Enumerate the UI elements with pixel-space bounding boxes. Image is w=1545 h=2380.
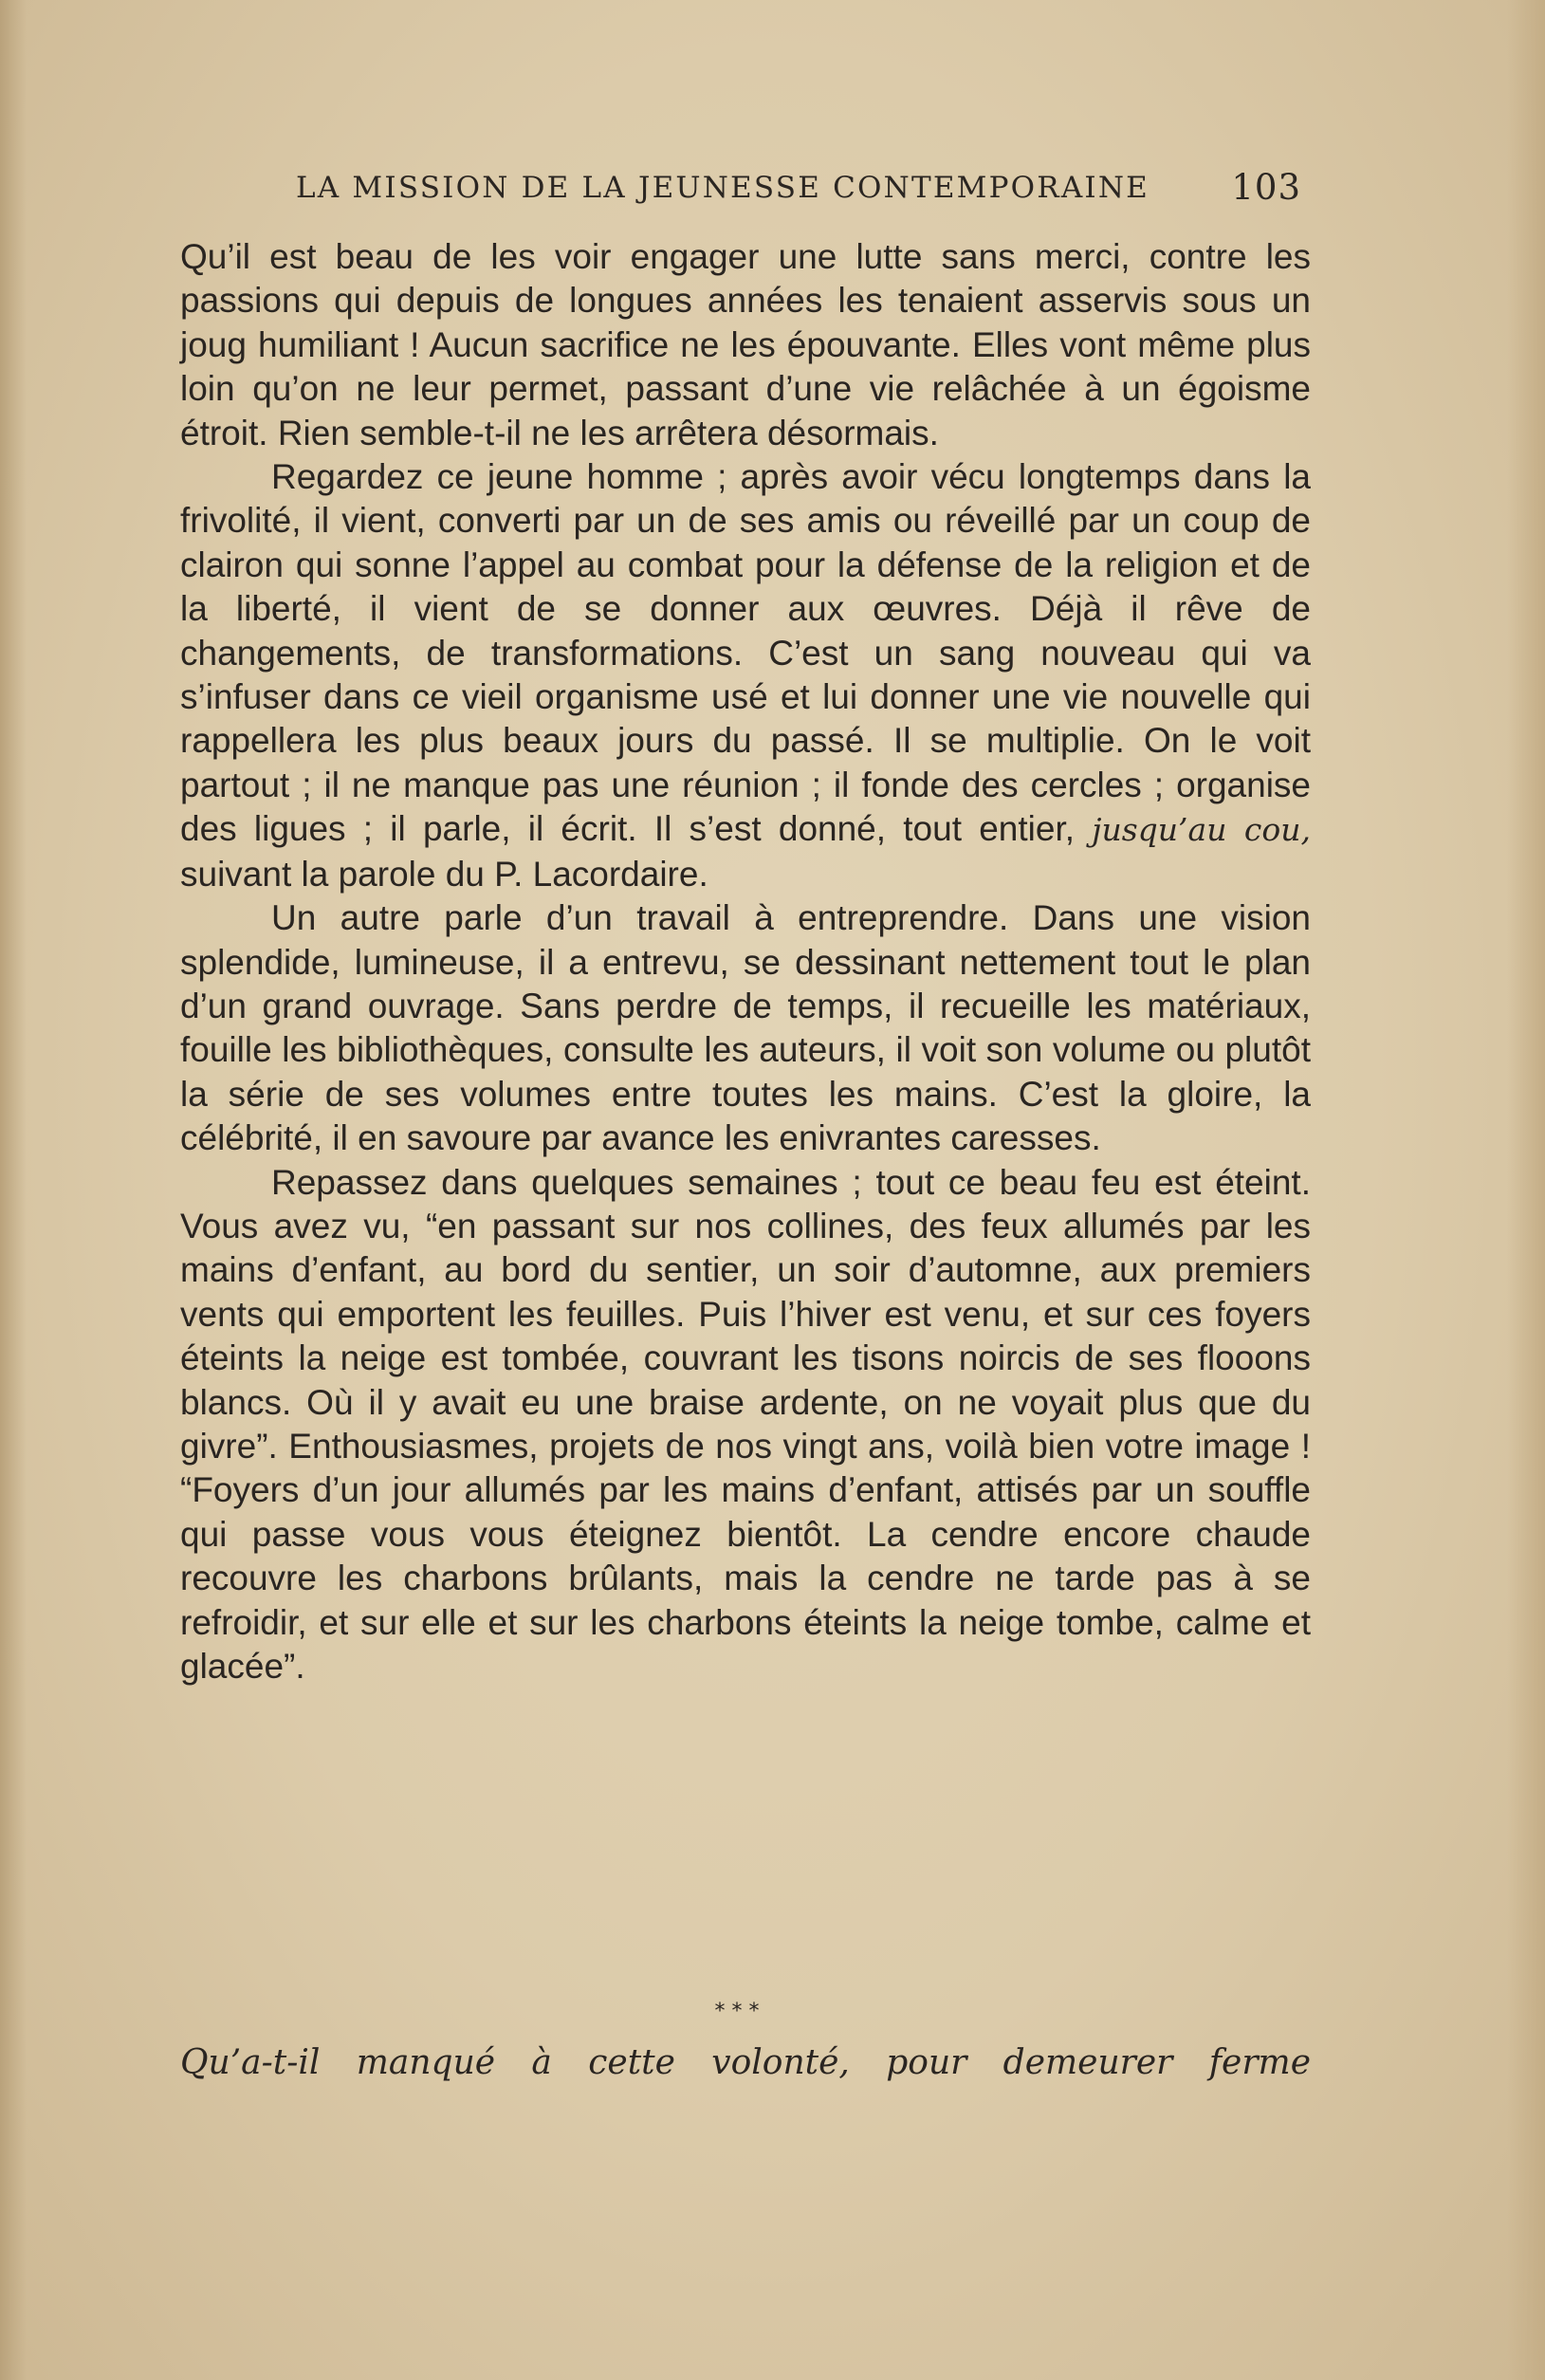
paragraph-2	[180, 455, 1311, 896]
page-gutter-shadow	[0, 0, 27, 2380]
paragraph-2-end: suivant la parole du P. Lacordaire.	[180, 854, 708, 894]
running-head	[296, 163, 1301, 211]
section-separator: * * *	[714, 2000, 760, 2023]
paragraph-4: Repassez dans quelques semaines ; tout ce beau feu est éteint. Vous avez vu, “en passant sur nos collines, des feux allumés par les mains d’enfant, au bord du sentier, un soir d’automne, aux premiers vents qui emportent les feuilles. Puis l’hiver est venu, et sur ces foyers éteints la neige est tombée, couvrant les tisons noircis de ses flooons blancs. Où il y avait eu une braise ardente, on ne voyait plus que du givre”. Enthousiasmes, projets de nos vingt ans, voilà bien votre image ! “Foyers d’un jour allumés par les mains d’enfant, attisés par un souffle qui passe vous vous éteignez bientôt. La cendre encore chaude recouvre les charbons brûlants, mais la cendre ne tarde pas à se refroidir, et sur elle et sur les charbons éteints la neige tombe, calme et glacée”.	[180, 1162, 1311, 1686]
paragraph-2-text: Regardez ce jeune homme ; après avoir vécu longtemps dans la frivolité, il vient, converti par un de ses amis ou réveillé par un coup de clairon qui sonne l’appel au combat pour la défense de la religion et de la liberté, il vient de se donner aux œuvres. Déjà il rêve de changements, de transformations. C’est un sang nouveau qui va s’infuser dans ce vieil organisme usé et lui donner une vie nouvelle qui rappellera les plus beaux jours du passé. Il se multiplie. On le voit partout ; il ne manque pas une réunion ; il fonde des cercles ; organise des ligues ; il parle, il écrit. Il s’est donné, tout entier,	[180, 457, 1311, 849]
running-title: LA MISSION DE LA JEUNESSE CONTEMPORAINE	[296, 171, 1150, 205]
paragraph-3: Un autre parle d’un travail à entreprendre. Dans une vision splendide, lumineuse, il a entrevu, se dessinant nettement tout le plan d’un grand ouvrage. Sans perdre de temps, il recueille les matériaux, fouille les bibliothèques, consulte les auteurs, il voit son volume ou plutôt la série de ses volumes entre toutes les mains. C’est la gloire, la célébrité, il en savoure par avance les enivrantes caresses.	[180, 898, 1311, 1158]
page-edge-shadow	[1507, 0, 1545, 2380]
italic-quote: jusqu’au cou,	[1092, 811, 1311, 849]
body-text	[180, 235, 1311, 1688]
paragraph-1: Qu’il est beau de les voir engager une lutte sans merci, contre les passions qui depuis de longues années les tenaient asservis sous un joug humiliant ! Aucun sacrifice ne les épouvante. Elles vont même plus loin qu’on ne leur permet, passant d’une vie relâchée à un égoisme étroit. Rien semble-t-il ne les arrêtera désormais.	[180, 237, 1311, 452]
page-number: 103	[1231, 167, 1301, 208]
final-line: Qu’a-t-il manqué à cette volonté, pour demeurer ferme	[180, 2043, 1311, 2082]
